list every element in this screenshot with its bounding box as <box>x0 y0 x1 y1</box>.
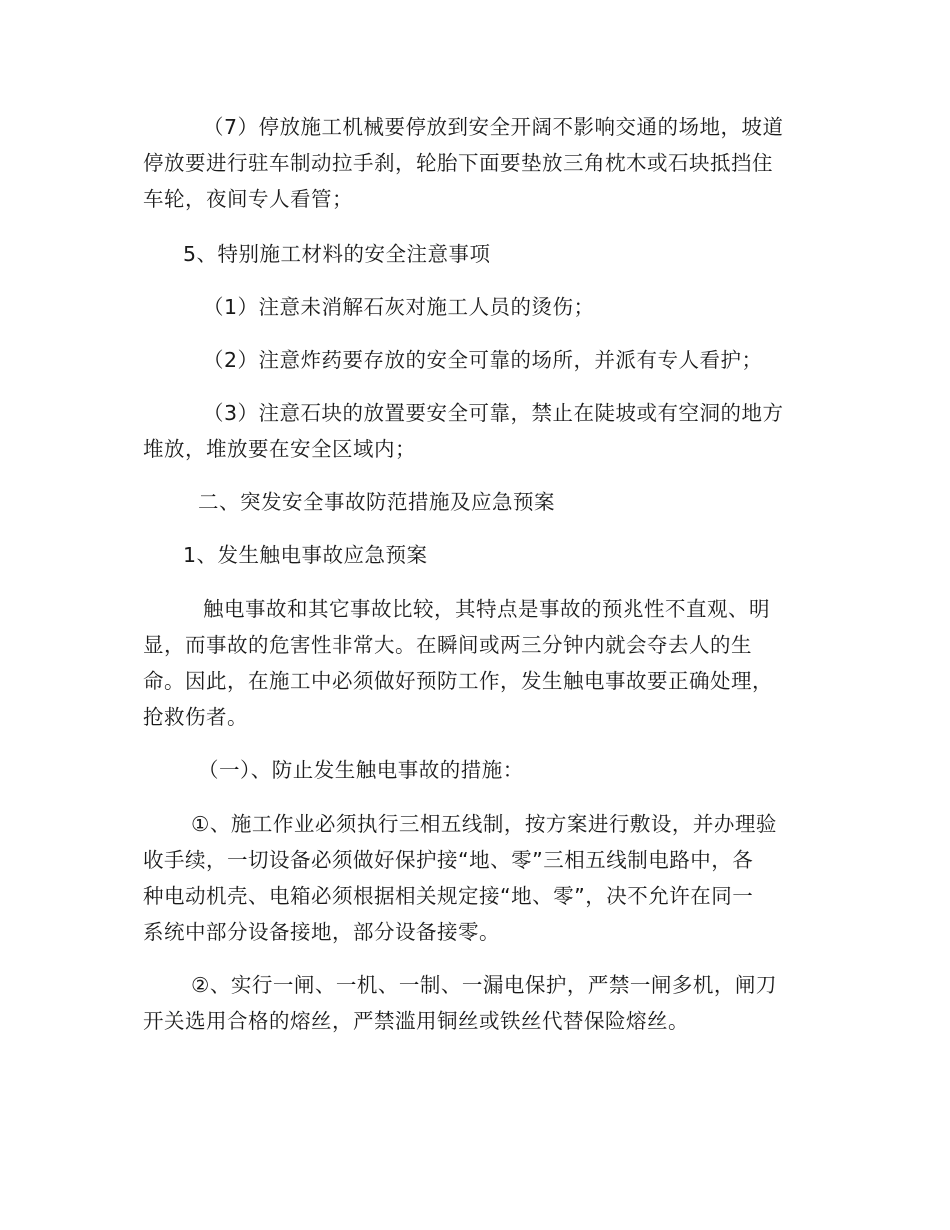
text-line: （2）注意炸药要存放的安全可靠的场所，并派有专人看护； <box>203 348 763 372</box>
list-item-lime <box>143 289 813 325</box>
paragraph-measure-1 <box>143 806 813 950</box>
text-line: 堆放，堆放要在安全区域内； <box>143 437 416 461</box>
paragraph-parking-machinery <box>143 109 813 217</box>
text-line: （3）注意石块的放置要安全可靠，禁止在陡坡或有空洞的地方 <box>203 401 784 425</box>
text-line: ②、实行一闸、一机、一制、一漏电保护，严禁一闸多机，闸刀 <box>191 973 777 997</box>
subheading-prevention-measures <box>143 752 813 788</box>
text-line: 命。因此，在施工中必须做好预防工作，发生触电事故要正确处理， <box>143 669 773 693</box>
text-line: 抢救伤者。 <box>143 705 248 729</box>
list-item-stones <box>143 395 813 467</box>
text-line: 停放要进行驻车制动拉手刹，轮胎下面要垫放三角枕木或石块抵挡住 <box>143 151 773 175</box>
text-line: 触电事故和其它事故比较，其特点是事故的预兆性不直观、明 <box>203 597 770 621</box>
paragraph-measure-2 <box>143 967 813 1039</box>
list-item-explosives <box>143 342 813 378</box>
text-line: 1、发生触电事故应急预案 <box>183 543 428 567</box>
text-line: （一）、防止发生触电事故的措施： <box>198 758 524 782</box>
text-line: 种电动机壳、电箱必须根据相关规定接“地、零”，决不允许在同一 <box>143 884 754 908</box>
text-line: （1）注意未消解石灰对施工人员的烫伤； <box>203 295 595 319</box>
text-line: 收手续，一切设备必须做好保护接“地、零”三相五线制电路中，各 <box>143 848 754 872</box>
subheading-electric-shock <box>143 537 813 573</box>
text-line: 5、特别施工材料的安全注意事项 <box>183 242 491 266</box>
text-line: 开关选用合格的熔丝，严禁滥用铜丝或铁丝代替保险熔丝。 <box>143 1009 689 1033</box>
text-line: ①、施工作业必须执行三相五线制，按方案进行敷设，并办理验 <box>191 812 777 836</box>
heading-special-materials <box>143 236 813 272</box>
text-line: 二、突发安全事故防范措施及应急预案 <box>198 490 555 514</box>
section-heading-emergency <box>143 484 813 520</box>
text-line: 显，而事故的危害性非常大。在瞬间或两三分钟内就会夺去人的生 <box>143 633 752 657</box>
text-line: （7）停放施工机械要停放到安全开阔不影响交通的场地，坡道 <box>203 115 784 139</box>
text-line: 车轮，夜间专人看管； <box>143 187 353 211</box>
paragraph-electric-shock-intro <box>143 591 813 735</box>
text-line: 系统中部分设备接地，部分设备接零。 <box>143 920 500 944</box>
